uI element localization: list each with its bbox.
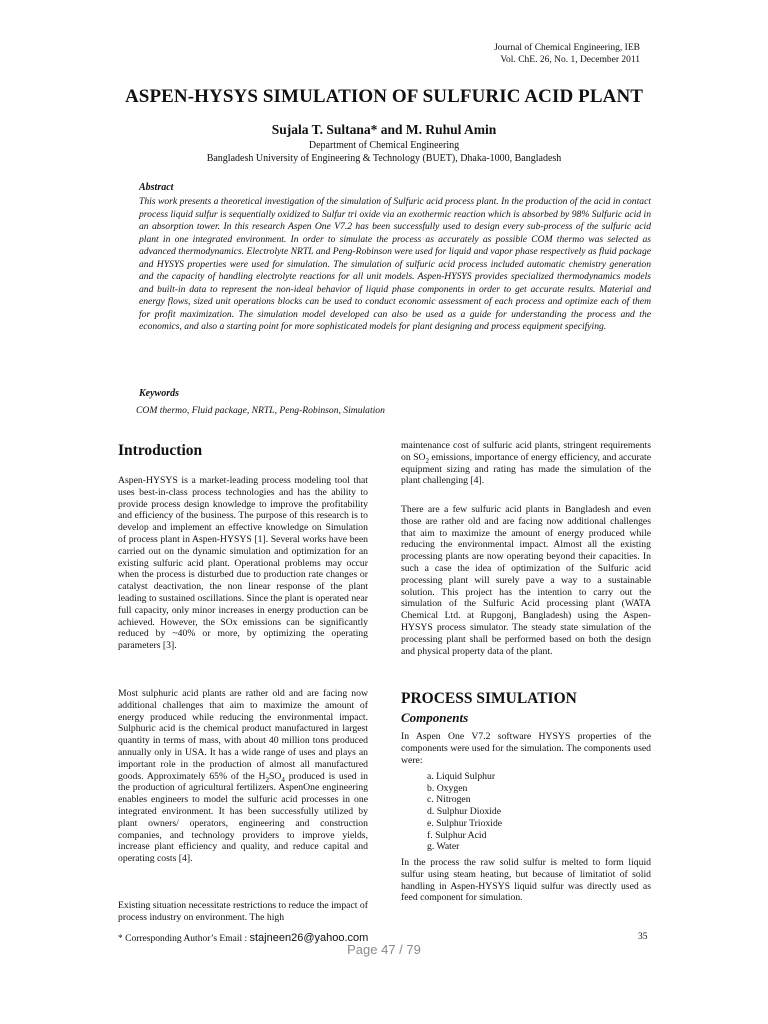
components-intro-paragraph: In Aspen One V7.2 software HYSYS properties of the components were used for the simulation. The components used were: xyxy=(401,731,651,766)
intro-p2-part-b: SO xyxy=(268,770,282,782)
right-p1-part-a: maintenance cost of sulfuric acid plants, stringent requirements on SO xyxy=(401,440,651,463)
right-paragraph-2: There are a few sulfuric acid plants in Bangladesh and even those are rather old and are facing now additional challenges that aim to maximize the amount of energy produced while reducing the environmental impact. Almost all the existing processing plants are now operating beyond their capacities. In such a case the idea of optimization of the Sulfuric acid processing plant will surely pave a way to a sustainable solution. This project has the intention to carry out the simulation of the Sulfuric Acid processing plant (WATA Chemical Ltd. at Rupgonj, Bangladesh) using the Aspen-HYSYS process simulator. The steady state simulation of the processing plant shall be performed based on both the design and physical property data of the plant. xyxy=(401,504,651,657)
journal-header xyxy=(494,42,640,66)
affiliation-department: Department of Chemical Engineering xyxy=(308,140,460,151)
right-paragraph-1 xyxy=(401,440,651,487)
footnote-label: * Corresponding Author’s Email : xyxy=(118,934,250,944)
intro-p2-subscript-1: 2 xyxy=(265,775,269,784)
introduction-paragraph-2 xyxy=(118,688,368,865)
right-p1-part-b: emissions, importance of energy efficiency, and accurate equipment sizing and rating has made the simulation of the plant challenging [4]. xyxy=(401,451,652,487)
intro-p2-subscript-2: 4 xyxy=(281,775,285,784)
viewer-page-indicator: Page 47 / 79 xyxy=(347,942,421,957)
abstract-text: This work presents a theoretical investigation of the simulation of Sulfuric acid process plant. In the production of the acid in contact process liquid sulfur is sequentially oxidized to Sulfur tri oxide via an exothermic reaction which is absorbed by 98% Sulfuric acid in an absorption tower. In this research Aspen One V7.2 has been successfully used to design every sub-process of the sulfuric acid plant in one integrated environment. In order to simulate the process as accurately as possible COM thermo was selected as advanced thermodynamics. Electrolyte NRTL and Peng-Robinson were used for liquid and vapor phase respectively as fluid package and HYSYS properties were used for simulation. The simulation of sulfuric acid process included automatic chemistry generation and the capacity of handling electrolyte reactions for all unit models. Aspen-HYSYS provides specialized thermodynamics models and built-in data to represent the non-ideal behavior of liquid phase components in order to get accurate results. Material and energy flows, sized unit operations blocks can be used to conduct economic assessment of each process and optimize each of them for profit maximization. The simulation model developed can also be used as a guide for understanding the process and the economics, and also a starting point for more sophisticated models for plant designing and process equipment specifying. xyxy=(139,196,651,333)
paper-authors: Sujala T. Sultana* and M. Ruhul Amin xyxy=(271,122,497,137)
list-item: b. Oxygen xyxy=(427,782,468,794)
abstract-heading: Abstract xyxy=(139,182,174,193)
components-subheading: Components xyxy=(401,710,469,725)
list-item: d. Sulphur Dioxide xyxy=(427,806,501,818)
journal-name: Journal of Chemical Engineering, IEB xyxy=(494,43,640,53)
list-item: a. Liquid Sulphur xyxy=(427,771,496,782)
list-item: c. Nitrogen xyxy=(427,794,471,806)
right-paragraph-4: In the process the raw solid sulfur is melted to form liquid sulfur using steam heating, but because of limitatiot of solid handling in Aspen-HYSYS liquid sulfur was directly used as feed component for simulation. xyxy=(401,857,651,904)
right-p1-subscript: 2 xyxy=(425,456,429,465)
journal-volume: Vol. ChE. 26, No. 1, December 2011 xyxy=(500,55,640,65)
keywords-heading: Keywords xyxy=(139,388,179,399)
page-number: 35 xyxy=(638,932,648,942)
intro-p2-part-c: produced is used in the production of agricultural fertilizers. AspenOne engineering enables engineers to model the sulfuric acid processes in one integrated environment. It has been successfully utilized by plant owners/ operators, engineering and construction companies, and technology providers to improve yields, increase plant efficiency and quality, and reduce capital and operating costs [4]. xyxy=(118,770,368,865)
affiliation xyxy=(0,139,768,165)
list-item: g. Water xyxy=(427,841,460,853)
intro-p2-part-a: Most sulphuric acid plants are rather old and are facing now additional challenges that aim to maximize the amount of energy produced while reducing the environmental impact. Sulphuric acid is the chemical product manufactured in largest quantity in terms of mass, with about 40 million tons produced annually only in USA. It has a wide range of uses and plays an important role in the production of almost all manufactured goods. Approximately 65% of the H xyxy=(118,688,368,782)
keywords-text: COM thermo, Fluid package, NRTL, Peng-Robinson, Simulation xyxy=(136,405,385,416)
paper-title: ASPEN-HYSYS SIMULATION OF SULFURIC ACID PLANT xyxy=(124,86,644,107)
author-email-link[interactable]: stajneen26@yahoo.com xyxy=(249,932,369,944)
process-simulation-heading: PROCESS SIMULATION xyxy=(401,690,577,707)
components-list xyxy=(427,771,502,853)
introduction-paragraph-1: Aspen-HYSYS is a market-leading process modeling tool that uses best-in-class process technologies and has the ability to provide process design knowledge to improve the profitability and efficiency of the business. The purpose of this research is to develop and implement an effective knowledge on Simulation of process plant in Aspen-HYSYS [1]. Several works have been carried out on the dynamic simulation and optimization for an existing sulfuric acid plant. Operational problems may occur when the process is disturbed due to production rate changes or catalyst deactivation, the non linear response of the plant leading to sustained oscillations. Since the plant is operated near full capacity, only minor increases in energy production can be achieved. However, the SOx emissions can be significantly reduced by ~40% or more, by optimizing the operating parameters [3]. xyxy=(118,475,368,652)
introduction-paragraph-3: Existing situation necessitate restrictions to reduce the impact of process industry on environment. The high xyxy=(118,900,368,923)
affiliation-university: Bangladesh University of Engineering & Technology (BUET), Dhaka-1000, Bangladesh xyxy=(206,153,562,164)
introduction-heading: Introduction xyxy=(118,442,203,459)
list-item: e. Sulphur Trioxide xyxy=(427,817,503,829)
list-item: f. Sulphur Acid xyxy=(427,829,487,841)
